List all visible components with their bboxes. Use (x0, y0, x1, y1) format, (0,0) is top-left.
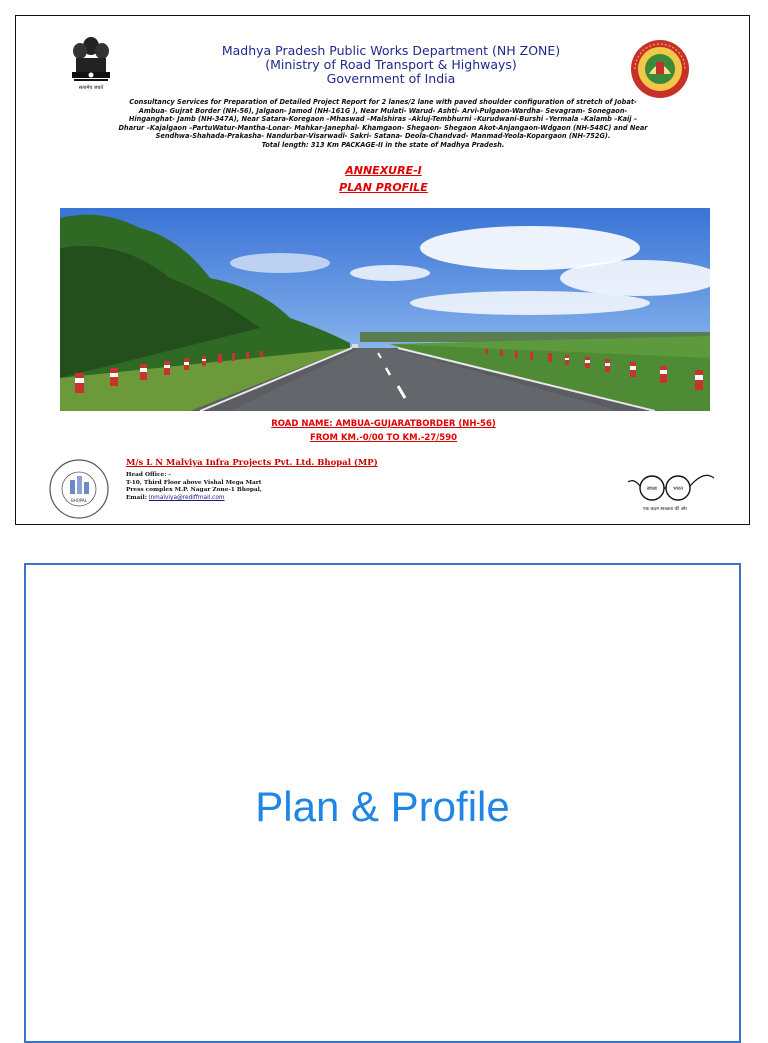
plan-profile-title: Plan & Profile (255, 783, 510, 830)
description-line: Dharur –Kajalgaon –PartuWatur-Mantha-Lonar- Mahkar-Janephal- Khamgaon- Shegaon- Shegaon Akot-Anjangaon-Wdgaon (NH-548C) and Near (118, 123, 648, 132)
swachh-right: भारत (673, 486, 683, 492)
plan-profile-page (24, 563, 741, 1043)
address-line-1: T-10, Third Floor above Vishal Mega Mart (126, 479, 262, 486)
consultant-address (126, 472, 262, 502)
description-line: Hinganghat- Jamb (NH-347A), Near Satara-Koregaon –Mhaswad –Malshiras –Akluj-Tembhurni –Kurudwani-Burshi –Yermala –Kalamb –Kaij – (128, 115, 638, 124)
department-header (166, 44, 616, 86)
description-line: Total length: 313 Km PACKAGE-II in the state of Madhya Pradesh. (261, 140, 505, 149)
header-line-3: Government of India (326, 71, 456, 86)
national-emblem-icon (66, 34, 116, 92)
road-name: ROAD NAME: AMBUA-GUJARATBORDER (NH-56) (271, 419, 496, 429)
swachh-bharat-logo-icon (624, 468, 716, 513)
address-line-2: Press complex M.P. Nagar Zone-1 Bhopal, (126, 487, 262, 494)
plan-profile-heading: PLAN PROFILE (339, 181, 428, 194)
mp-pwd-logo-icon (629, 38, 691, 100)
email-label: Email: (126, 494, 147, 501)
description-line: Ambua- Gujrat Border (NH-56), Jalgaon- Jamod (NH-161G ), Near Mulati- Warud- Ashti- Arvi-Pulgaon-Wardha- Sevagram- Sonegaon- (138, 106, 628, 115)
email-link[interactable]: lnmalviya@rediffmail.com (148, 494, 225, 501)
description-line: Sendhwa-Shahada-Prakasha- Nandurbar-Visarwadi- Sakri- Satana- Deola-Chandvad- Manmad-Yeola-Kopargaon (NH-752G). (155, 132, 611, 141)
consultant-firm-name: M/s L N Malviya Infra Projects Pvt. Ltd. Bhopal (MP) (126, 458, 378, 468)
seal-city: BHOPAL (70, 498, 88, 503)
head-office-label: Head Office: - (126, 472, 171, 478)
swachh-left: स्वच्छ (646, 486, 658, 492)
emblem-caption: सत्यमेव जयते (78, 85, 104, 91)
header-line-2: (Ministry of Road Transport & Highways) (265, 57, 517, 72)
road-km-range: FROM KM.-0/00 TO KM.-27/590 (309, 433, 458, 443)
project-description (52, 98, 714, 150)
cover-page (15, 15, 750, 525)
road-photo (60, 208, 710, 411)
swachh-tagline: एक कदम स्वच्छता की ओर (642, 507, 688, 512)
annexure-heading: ANNEXURE-I (345, 164, 422, 177)
consultant-seal-icon (46, 458, 112, 520)
description-line: Consultancy Services for Preparation of Detailed Project Report for 2 lanes/2 lane with paved shoulder configuration of stretch of Jobat- (129, 98, 637, 106)
header-line-1: Madhya Pradesh Public Works Department (NH ZONE) (221, 43, 561, 58)
